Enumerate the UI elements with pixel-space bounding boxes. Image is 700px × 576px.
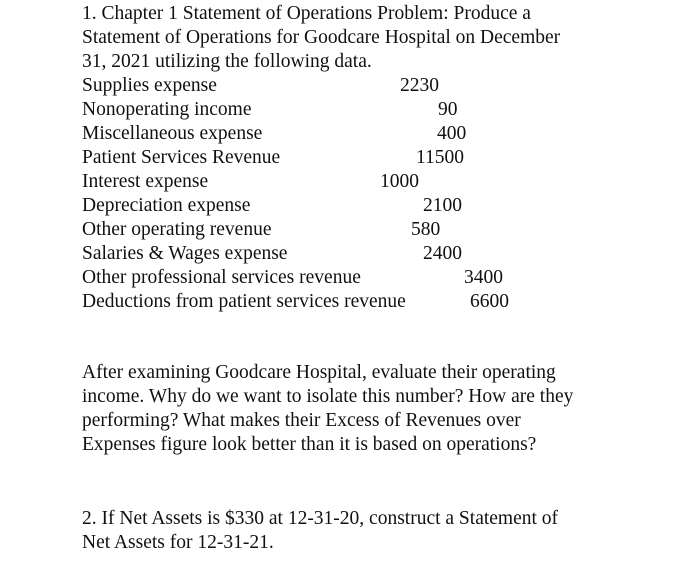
- item-label: Miscellaneous expense: [82, 123, 263, 144]
- item-label: Salaries & Wages expense: [82, 243, 288, 264]
- item-value: 1000: [380, 171, 419, 192]
- item-label: Nonoperating income: [82, 99, 252, 120]
- data-item-supplies-expense: [82, 74, 642, 98]
- item-label: Patient Services Revenue: [82, 147, 281, 168]
- question-line-1: After examining Goodcare Hospital, evaluate their operating: [82, 362, 556, 383]
- question-line-4: Expenses figure look better than it is based on operations?: [82, 434, 537, 455]
- data-item-patient-services-revenue: [82, 146, 642, 170]
- data-item-other-professional-services-revenue: [82, 266, 642, 290]
- data-item-depreciation-expense: [82, 194, 642, 218]
- data-item-nonoperating-income: [82, 98, 642, 122]
- item-label: Interest expense: [82, 171, 209, 192]
- item-label: Other professional services revenue: [82, 267, 361, 288]
- data-item-deductions-from-patient-services-revenue: [82, 290, 642, 314]
- data-item-salaries-wages-expense: [82, 242, 642, 266]
- item-value: 2100: [423, 195, 462, 216]
- item-label: Depreciation expense: [82, 195, 251, 216]
- question-line-3: performing? What makes their Excess of Revenues over: [82, 410, 521, 431]
- item-label: Supplies expense: [82, 75, 217, 96]
- data-item-miscellaneous-expense: [82, 122, 642, 146]
- item-value: 6600: [470, 291, 509, 312]
- data-item-interest-expense: [82, 170, 642, 194]
- item-label: Other operating revenue: [82, 219, 272, 240]
- problem2-line-1: 2. If Net Assets is $330 at 12-31-20, construct a Statement of: [82, 508, 559, 529]
- data-item-other-operating-revenue: [82, 218, 642, 242]
- item-value: 90: [438, 99, 458, 120]
- problem2-line-2: Net Assets for 12-31-21.: [82, 532, 274, 553]
- problem1-intro-line-1: 1. Chapter 1 Statement of Operations Problem: Produce a: [82, 3, 531, 24]
- item-value: 580: [411, 219, 441, 240]
- item-value: 11500: [416, 147, 465, 168]
- item-value: 3400: [464, 267, 503, 288]
- question-line-2: income. Why do we want to isolate this number? How are they: [82, 386, 574, 407]
- item-value: 400: [437, 123, 467, 144]
- item-value: 2230: [400, 75, 439, 96]
- problem1-intro-line-2: Statement of Operations for Goodcare Hospital on December: [82, 27, 561, 48]
- item-label: Deductions from patient services revenue: [82, 291, 406, 312]
- item-value: 2400: [423, 243, 462, 264]
- problem1-intro-line-3: 31, 2021 utilizing the following data.: [82, 51, 372, 72]
